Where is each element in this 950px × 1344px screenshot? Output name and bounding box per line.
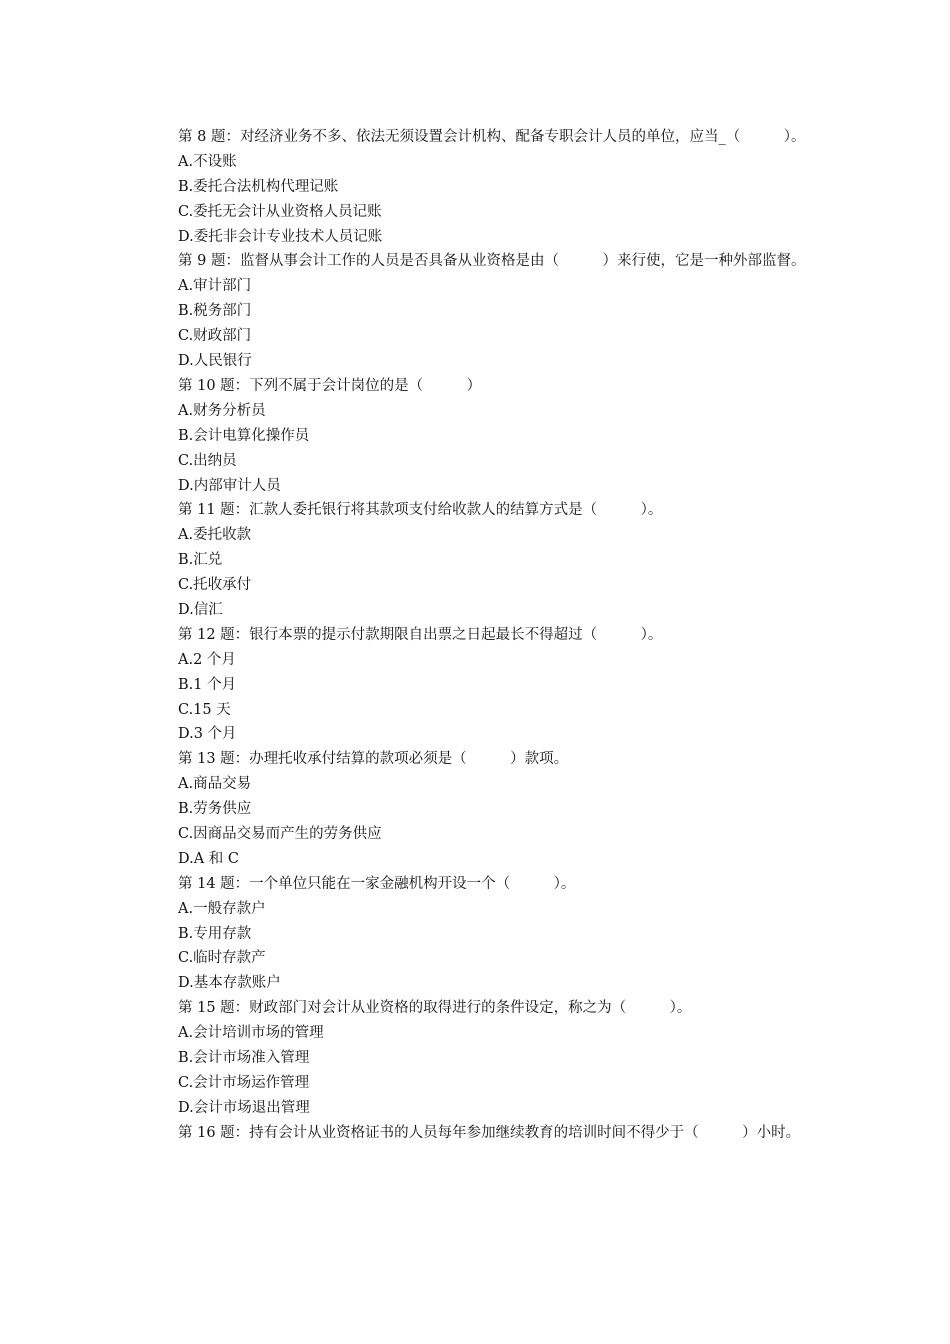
question-10-option-b: B.会计电算化操作员 xyxy=(178,427,310,444)
question-8-stem: 第 8 题：对经济业务不多、依法无须设置会计机构、配备专职会计人员的单位，应当_（ ）。 xyxy=(178,129,806,145)
question-14-option-d: D.基本存款账户 xyxy=(178,975,281,992)
question-14-option-b: B.专用存款 xyxy=(178,925,252,942)
question-15-option-c: C.会计市场运作管理 xyxy=(178,1074,310,1091)
question-15-stem: 第 15 题：财政部门对会计从业资格的取得进行的条件设定，称之为（ ）。 xyxy=(178,1000,692,1017)
question-13-option-b: B.劳务供应 xyxy=(178,801,252,818)
question-14-option-a: A.一般存款户 xyxy=(178,900,266,917)
question-14-option-c: C.临时存款产 xyxy=(178,950,266,967)
question-11-option-b: B.汇兑 xyxy=(178,552,223,569)
question-10-option-d: D.内部审计人员 xyxy=(178,477,281,494)
question-13-option-d: D.A 和 C xyxy=(178,850,240,867)
question-8-option-d: D.委托非会计专业技术人员记账 xyxy=(178,228,383,245)
question-11-option-d: D.信汇 xyxy=(178,601,223,618)
question-13-option-c: C.因商品交易而产生的劳务供应 xyxy=(178,825,382,842)
question-15-option-b: B.会计市场准入管理 xyxy=(178,1049,310,1066)
question-9-option-d: D.人民银行 xyxy=(178,353,252,370)
question-15-option-d: D.会计市场退出管理 xyxy=(178,1099,310,1116)
question-11-option-c: C.托收承付 xyxy=(178,577,252,594)
question-8-option-a: A.不设账 xyxy=(178,153,237,170)
question-10-option-c: C.出纳员 xyxy=(178,452,237,469)
question-13-stem: 第 13 题：办理托收承付结算的款项必须是（ ）款项。 xyxy=(178,751,569,768)
question-12-option-b: B.1 个月 xyxy=(178,676,237,693)
question-12-stem: 第 12 题：银行本票的提示付款期限自出票之日起最长不得超过（ ）。 xyxy=(178,626,663,643)
question-16-stem: 第 16 题：持有会计从业资格证书的人员每年参加继续教育的培训时间不得少于（ ）小时。 xyxy=(178,1124,801,1141)
question-10-option-a: A.财务分析员 xyxy=(178,402,266,419)
question-15-option-a: A.会计培训市场的管理 xyxy=(178,1025,324,1042)
question-10-stem: 第 10 题：下列不属于会计岗位的是（ ） xyxy=(178,377,482,394)
question-9-option-c: C.财政部门 xyxy=(178,328,252,345)
question-11-option-a: A.委托收款 xyxy=(178,527,252,544)
document-page xyxy=(145,125,807,1146)
question-9-option-b: B.税务部门 xyxy=(178,303,252,320)
question-8-option-b: B.委托合法机构代理记账 xyxy=(178,178,339,195)
question-12-option-a: A.2 个月 xyxy=(178,651,236,668)
question-9-option-a: A.审计部门 xyxy=(178,278,252,295)
question-11-stem: 第 11 题：汇款人委托银行将其款项支付给收款人的结算方式是（ ）。 xyxy=(178,502,663,519)
question-13-option-a: A.商品交易 xyxy=(178,776,252,793)
question-12-option-c: C.15 天 xyxy=(178,701,231,718)
question-12-option-d: D.3 个月 xyxy=(178,726,237,743)
question-8-option-c: C.委托无会计从业资格人员记账 xyxy=(178,203,382,220)
question-9-stem: 第 9 题：监督从事会计工作的人员是否具备从业资格是由（ ）来行使，它是一种外部监督。 xyxy=(178,253,806,270)
question-14-stem: 第 14 题：一个单位只能在一家金融机构开设一个（ ）。 xyxy=(178,875,576,892)
